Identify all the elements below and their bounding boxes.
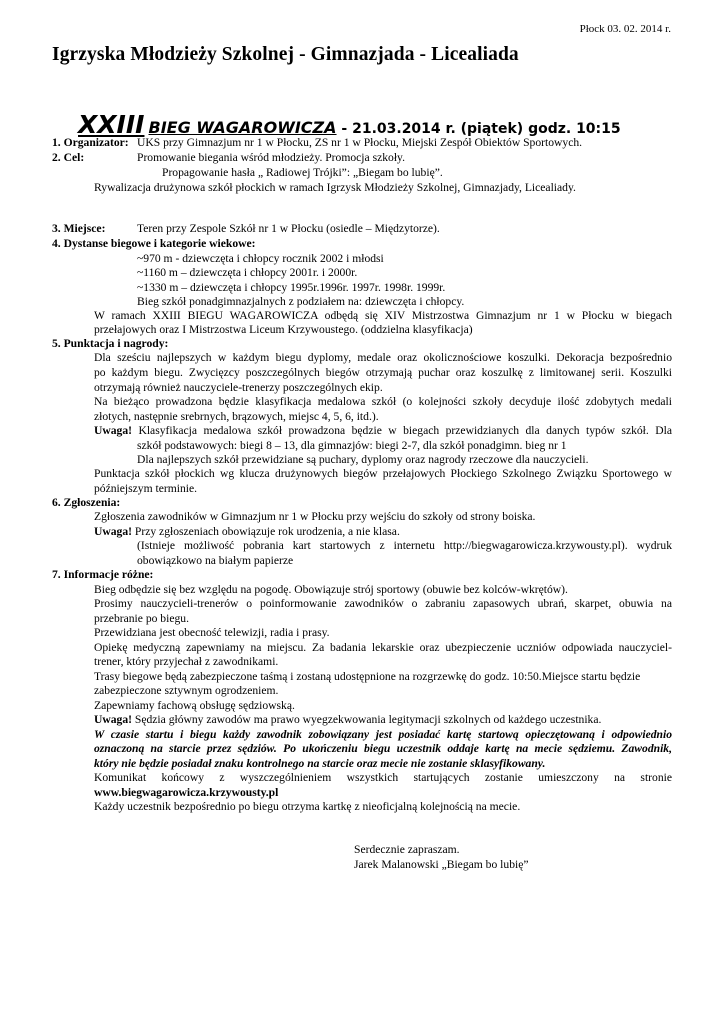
- section-4-label: 4. Dystanse biegowe i kategorie wiekowe:: [52, 237, 256, 250]
- section-3-label: 3. Miejsce:: [52, 222, 106, 235]
- section-2-label: 2. Cel:: [52, 151, 85, 164]
- medal-note-line-2: szkół podstawowych: biegi 8 – 13, dla gimnazjów: biegi 2-7, dla szkół ponadgimn. bieg nr 1: [137, 439, 567, 452]
- event-date: - 21.03.2014 r. (piątek) godz. 10:15: [336, 121, 621, 137]
- important-line-1: W czasie startu i biegu każdy zawodnik zobowiązany jest posiadać kartę startową opieczętowaną i odpowiednio: [94, 728, 672, 741]
- entries-note-text: Przy zgłoszeniach obowiązuje rok urodzenia, a nie klasa.: [132, 525, 400, 538]
- uwaga-label: Uwaga!: [94, 525, 132, 538]
- info-line-1: Bieg odbędzie się bez względu na pogodę. Obowiązuje strój sportowy (obuwie bez kolców-wkrętów).: [94, 583, 568, 596]
- results-website-link[interactable]: www.biegwagarowicza.krzywousty.pl: [94, 786, 279, 799]
- judge-note-text: Sędzia główny zawodów ma prawo wyegzekwowania legitymacji szkolnych od każdego uczestnika.: [132, 713, 602, 726]
- entries-line-3: (Istnieje możliwość pobrania kart startowych z internetu http://biegwagarowicza.krzywousty.pl). wydruk: [137, 539, 672, 552]
- entries-line-4: obowiązkowo na białym papierze: [137, 554, 294, 567]
- organizer-text: UKS przy Gimnazjum nr 1 w Płocku, ZS nr 1 w Płocku, Miejski Zespół Obiektów Sportowych.: [137, 136, 583, 149]
- info-line-8: zabezpieczone sztywnym ogrodzeniem.: [94, 684, 279, 697]
- medal-class-line-2: złotych, następnie srebrnych, brązowych, miejsc 4, 5, 6, itd.).: [94, 410, 379, 423]
- info-line-6: trener, który przyjechał z zawodnikami.: [94, 655, 279, 668]
- entries-line-2: [94, 525, 400, 540]
- awards-line-2: po każdym biegu. Zwycięzcy poszczególnych biegów otrzymają puchar oraz koszulkę z limitowanej serii. Koszulki: [94, 366, 672, 379]
- team-points-line-1: Punktacja szkół płockich wg klucza drużynowych biegów przełajowych Płockiego Szkolnego Związku Sportowego w: [94, 467, 672, 480]
- info-line-5: Opiekę medyczną zapewniamy na miejscu. Za badania lekarskie oraz ubezpieczenie uczniów odpowiada nauczyciel-: [94, 641, 672, 654]
- distance-3: ~1330 m – dziewczęta i chłopcy 1995r.1996r. 1997r. 1998r. 1999r.: [137, 281, 446, 294]
- distance-2: ~1160 m – dziewczęta i chłopcy 2001r. i 2000r.: [137, 266, 358, 279]
- info-line-10: [94, 713, 601, 728]
- goal-line-2: Propagowanie hasła „ Radiowej Trójki”: „Biegam bo lubię”.: [162, 166, 443, 179]
- final-info-line: Każdy uczestnik bezpośrednio po biegu otrzyma kartkę z nieoficjalną kolejnością na mecie.: [94, 800, 521, 813]
- championship-line-1: W ramach XXIII BIEGU WAGAROWICZA odbędą się XIV Mistrzostwa Gimnazjum nr 1 w Płocku w biegach: [94, 309, 672, 322]
- info-line-4: Przewidziana jest obecność telewizji, radia i prasy.: [94, 626, 330, 639]
- medal-note-line-1: [94, 424, 672, 439]
- distance-4: Bieg szkół ponadgimnazjalnych z podziałem na: dziewczęta i chłopcy.: [137, 295, 465, 308]
- important-line-3: który nie będzie posiadał znaku kontrolnego na starcie oraz mecie nie zostanie sklasyfikowany.: [94, 757, 546, 770]
- signature-line: Jarek Malanowski „Biegam bo lubię”: [354, 858, 529, 871]
- important-line-2: oznaczoną na starcie przez sędziów. Po ukończeniu biegu uczestnik oddaje kartę na mecie sędziemu. Zawodnik,: [94, 742, 672, 755]
- closing-invitation: Serdecznie zapraszam.: [354, 843, 460, 856]
- team-points-line-2: późniejszym terminie.: [94, 482, 198, 495]
- event-name: BIEG WAGAROWICZA: [148, 118, 337, 137]
- awards-line-1: Dla sześciu najlepszych w każdym biegu dyplomy, medale oraz okolicznościowe koszulki. Dekoracja bezpośrednio: [94, 351, 672, 364]
- event-number: XXIII: [78, 110, 145, 139]
- uwaga-label: Uwaga!: [94, 713, 132, 726]
- medal-note-line-3: Dla najlepszych szkół przewidziane są puchary, dyplomy oraz nagrody rzeczowe dla nauczycieli.: [137, 453, 589, 466]
- awards-line-3: otrzymają również nauczyciele-trenerzy poszczególnych ekip.: [94, 381, 383, 394]
- entries-line-1: Zgłoszenia zawodników w Gimnazjum nr 1 w Płocku przy wejściu do szkoły od strony boiska.: [94, 510, 536, 523]
- goal-line-3: Rywalizacja drużynowa szkół płockich w ramach Igrzysk Młodzieży Szkolnej, Gimnazjady, Licealiady.: [94, 181, 576, 194]
- place-text: Teren przy Zespole Szkół nr 1 w Płocku (osiedle – Międzytorze).: [137, 222, 440, 235]
- section-1-label: 1. Organizator:: [52, 136, 129, 149]
- medal-note-text: Klasyfikacja medalowa szkół prowadzona będzie w biegach przewidzianych dla danych typów szkół. Dla: [132, 424, 672, 437]
- document-date: Płock 03. 02. 2014 r.: [579, 23, 671, 35]
- section-7-label: 7. Informacje różne:: [52, 568, 154, 581]
- info-line-9: Zapewniamy fachową obsługę sędziowską.: [94, 699, 295, 712]
- uwaga-label: Uwaga!: [94, 424, 132, 437]
- document-title: Igrzyska Młodzieży Szkolnej - Gimnazjada - Licealiada: [52, 44, 519, 65]
- info-line-3: przebranie po biegu.: [94, 612, 189, 625]
- championship-line-2: przełajowych oraz I Mistrzostwa Liceum Krzywoustego. (oddzielna klasyfikacja): [94, 323, 473, 336]
- final-announcement-line: Komunikat końcowy z wyszczególnieniem wszystkich startujących zostanie umieszczony na stronie: [94, 771, 672, 784]
- goal-line-1: Promowanie biegania wśród młodzieży. Promocja szkoły.: [137, 151, 405, 164]
- section-5-label: 5. Punktacja i nagrody:: [52, 337, 169, 350]
- info-line-2: Prosimy nauczycieli-trenerów o poinformowanie zawodników o zabraniu zapasowych ubrań, skarpet, obuwia na: [94, 597, 672, 610]
- info-line-7: Trasy biegowe będą zabezpieczone taśmą i zostaną udostępnione na rozgrzewkę do godz. 10:50.Miejsce startu będzie: [94, 670, 641, 683]
- section-6-label: 6. Zgłoszenia:: [52, 496, 121, 509]
- medal-class-line-1: Na bieżąco prowadzona będzie klasyfikacja medalowa szkół (o kolejności szkoły decyduje ilość zdobytych medali: [94, 395, 672, 408]
- distance-1: ~970 m - dziewczęta i chłopcy rocznik 2002 i młodsi: [137, 252, 384, 265]
